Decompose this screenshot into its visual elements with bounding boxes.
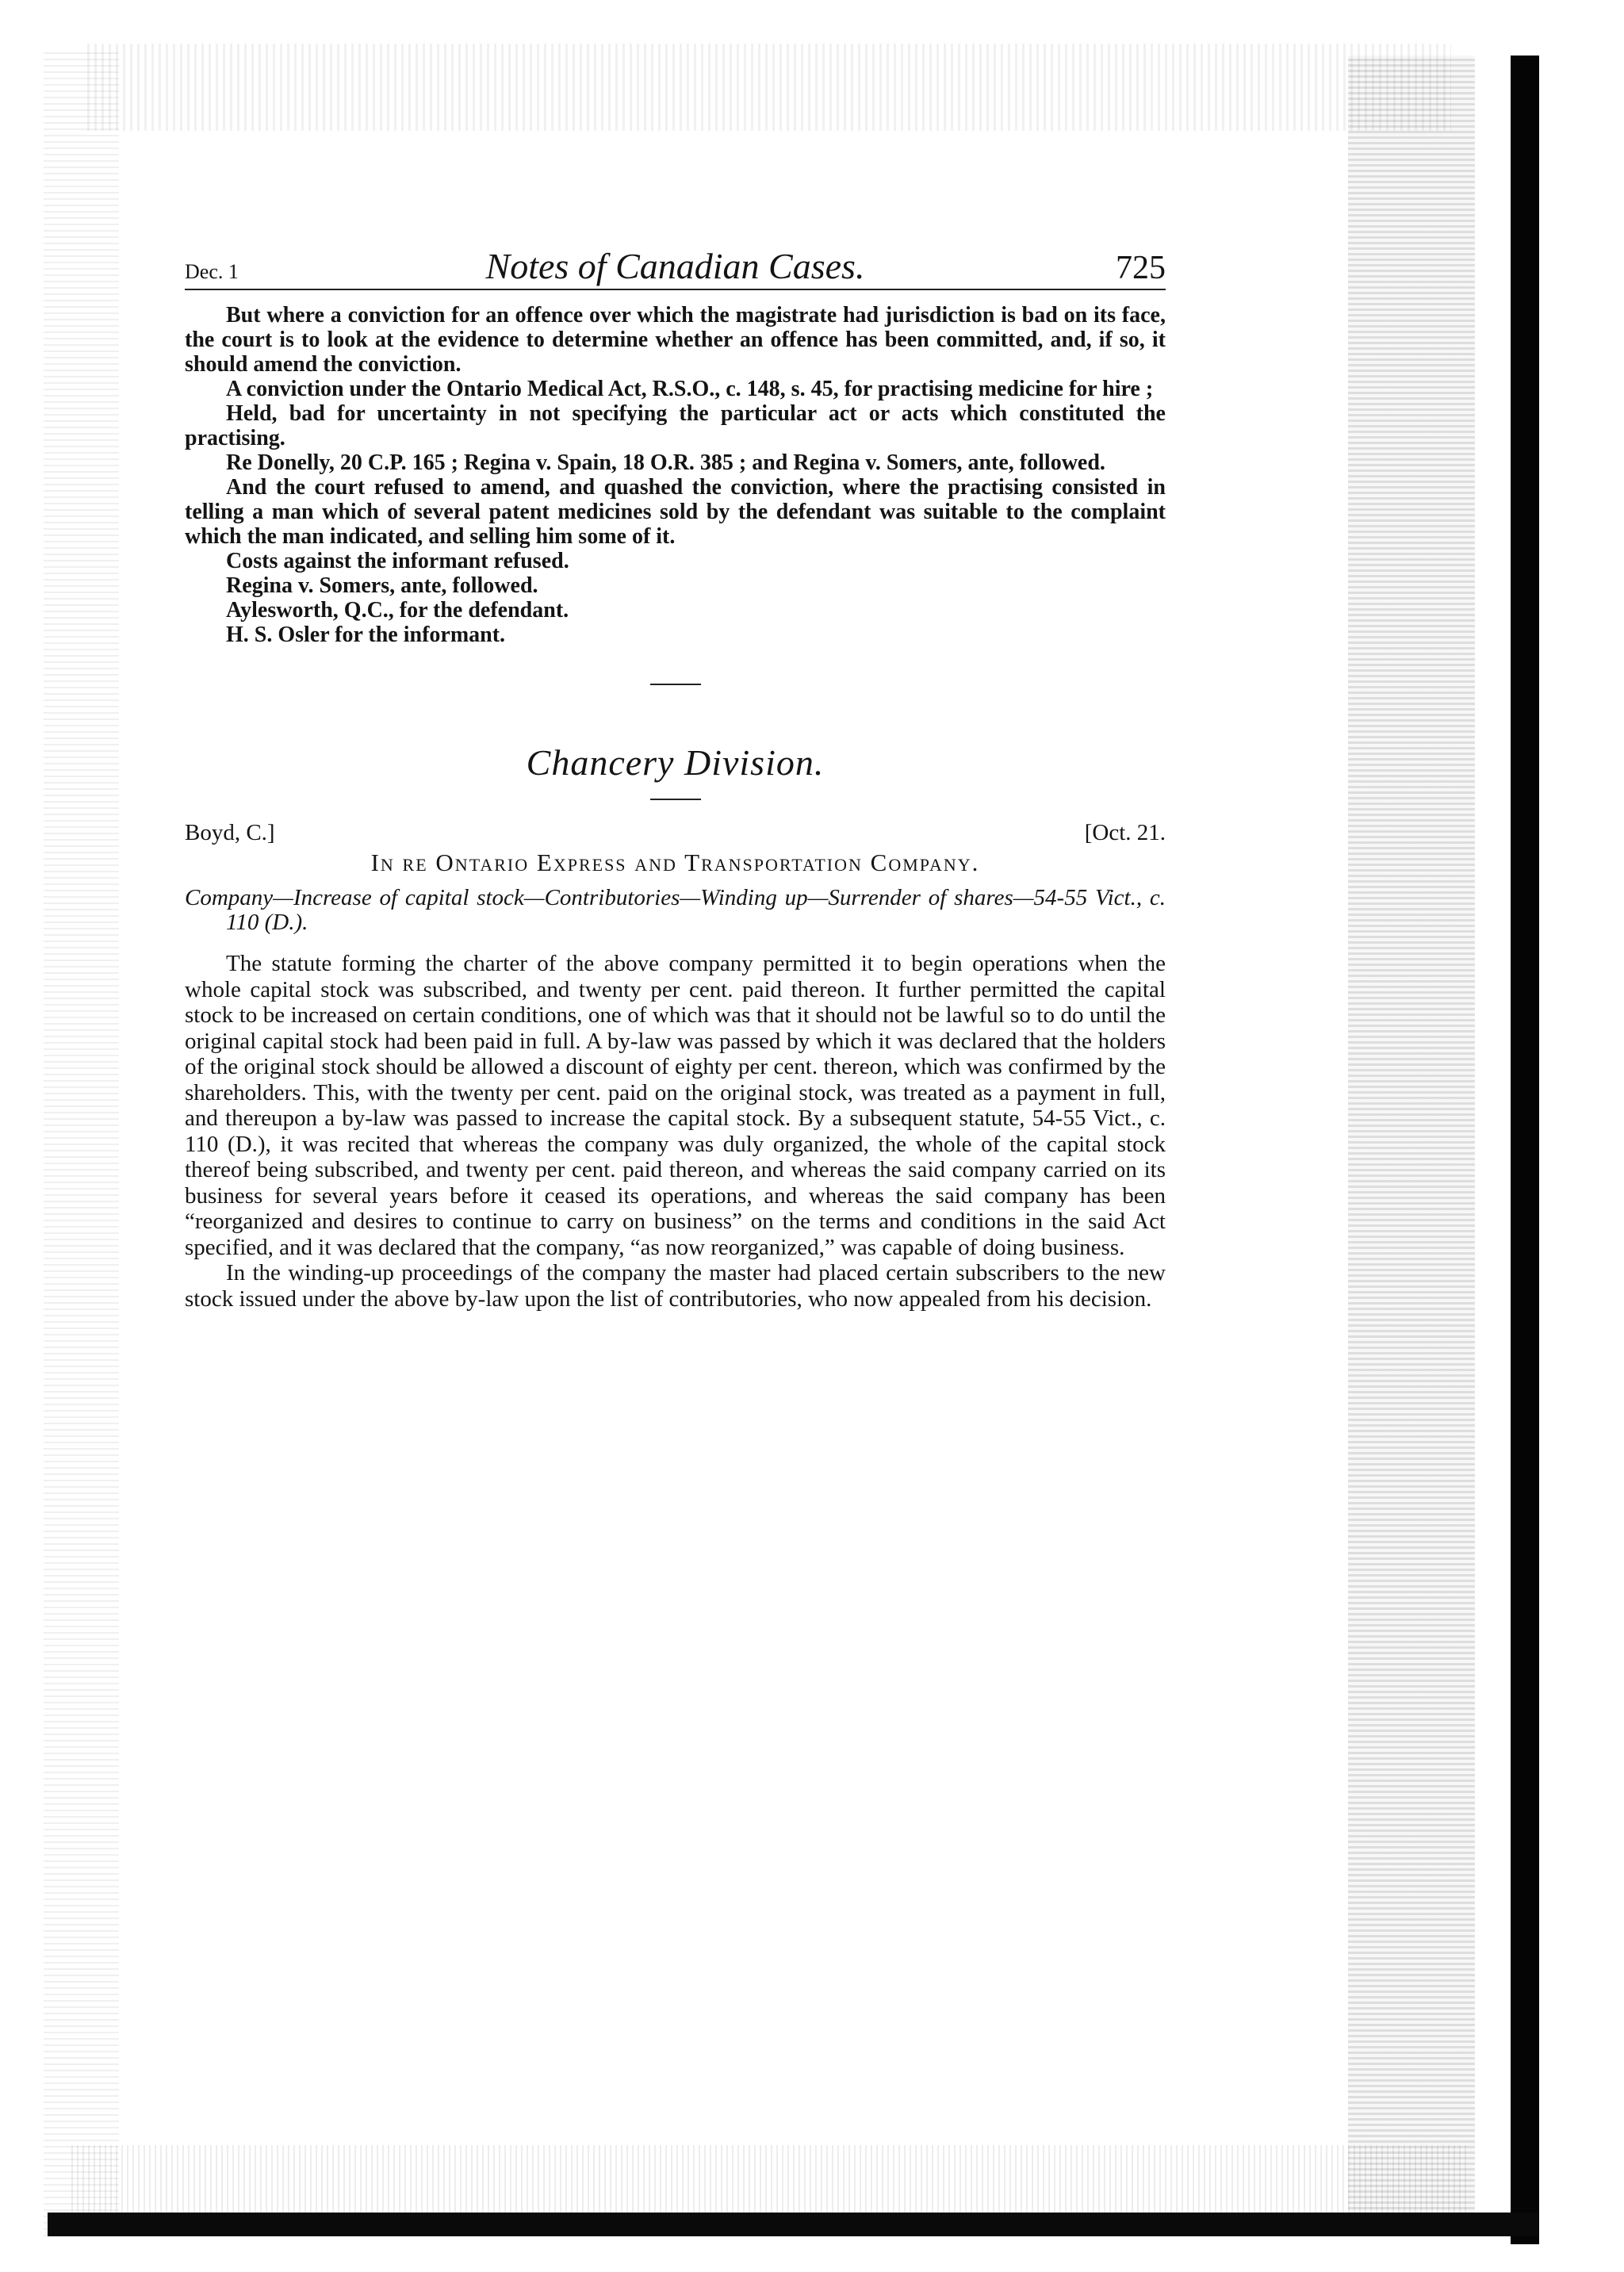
counsel-line: H. S. Osler for the informant. [226, 623, 506, 647]
note-paragraph: Held, bad for uncertainty in not specifying the particular act or acts which constituted the practising. [185, 401, 1166, 450]
case-body [185, 951, 1166, 1312]
running-head-title: Notes of Canadian Cases. [485, 246, 865, 286]
judge-name: Boyd, C.] [185, 820, 275, 845]
page-number: 725 [1116, 250, 1166, 286]
section-divider [650, 684, 701, 685]
section-heading: Chancery Division. [526, 742, 825, 783]
scan-noise-top [87, 44, 1451, 131]
body-paragraph: The statute forming the charter of the above company permitted it to begin operations when the whole capital stock was subscribed, and twenty per cent. paid thereon. It further permitted the capital stock to be increased on certain conditions, one of which was that it should not be lawful so to do until the original capital stock had been paid in full. A by-law was passed by which it was declared that the holders of the original stock should be allowed a discount of eighty per cent. thereon, which was confirmed by the shareholders. This, with the twenty per cent. paid on the original stock, was treated as a payment in full, and thereupon a by-law was passed to increase the capital stock. By a subsequent statute, 54-55 Vict., c. 110 (D.), it was recited that whereas the company was duly organized, the whole of the capital stock thereof being subscribed, and twenty per cent. paid thereon, and whereas the said company carried on its business for several years before it ceased its operations, and whereas the said company has been “reorganized and desires to continue to carry on business” on the terms and conditions in the said Act specified, and it was declared that the company, “as now reorganized,” was capable of doing business. [185, 951, 1166, 1260]
note-paragraph: Regina v. Somers, ante, followed. [226, 573, 538, 598]
note-paragraph: A conviction under the Ontario Medical Act, R.S.O., c. 148, s. 45, for practising medicine for hire ; [226, 377, 1154, 401]
note-paragraph: And the court refused to amend, and quashed the conviction, where the practising consisted in telling a man which of several patent medicines sold by the defendant was suitable to the complaint which the man indicated, and selling him some of it. [185, 475, 1166, 549]
body-paragraph: In the winding-up proceedings of the company the master had placed certain subscribers to the new stock issued under the above by-law upon the list of contributories, who now appealed from his decision. [185, 1260, 1166, 1312]
running-head [185, 246, 1166, 290]
scan-noise-right [1348, 56, 1475, 2220]
scan-noise-left [44, 48, 119, 2236]
case-header-row [185, 821, 1166, 845]
scan-noise-bottom [71, 2145, 1467, 2216]
document-page [185, 246, 1166, 1312]
case-headnote: Company—Increase of capital stock—Contributories—Winding up—Surrender of shares—54-55 Vict., c. 110 (D.). [185, 885, 1166, 935]
scan-edge-bottom [48, 2213, 1538, 2236]
decision-date: [Oct. 21. [1084, 820, 1166, 845]
section-divider [650, 799, 701, 800]
first-case-notes [185, 303, 1166, 647]
counsel-line: Aylesworth, Q.C., for the defendant. [226, 598, 569, 623]
case-title: In re Ontario Express and Transportation Company. [370, 849, 980, 876]
note-paragraph: But where a conviction for an offence over which the magistrate had jurisdiction is bad on its face, the court is to look at the evidence to determine whether an offence has been committed, and, if so, it should amend the conviction. [185, 303, 1166, 377]
scan-edge-right [1511, 56, 1539, 2244]
note-paragraph: Re Donelly, 20 C.P. 165 ; Regina v. Spain, 18 O.R. 385 ; and Regina v. Somers, ante, followed. [226, 450, 1105, 475]
note-paragraph: Costs against the informant refused. [226, 549, 569, 573]
running-head-date: Dec. 1 [185, 260, 239, 283]
